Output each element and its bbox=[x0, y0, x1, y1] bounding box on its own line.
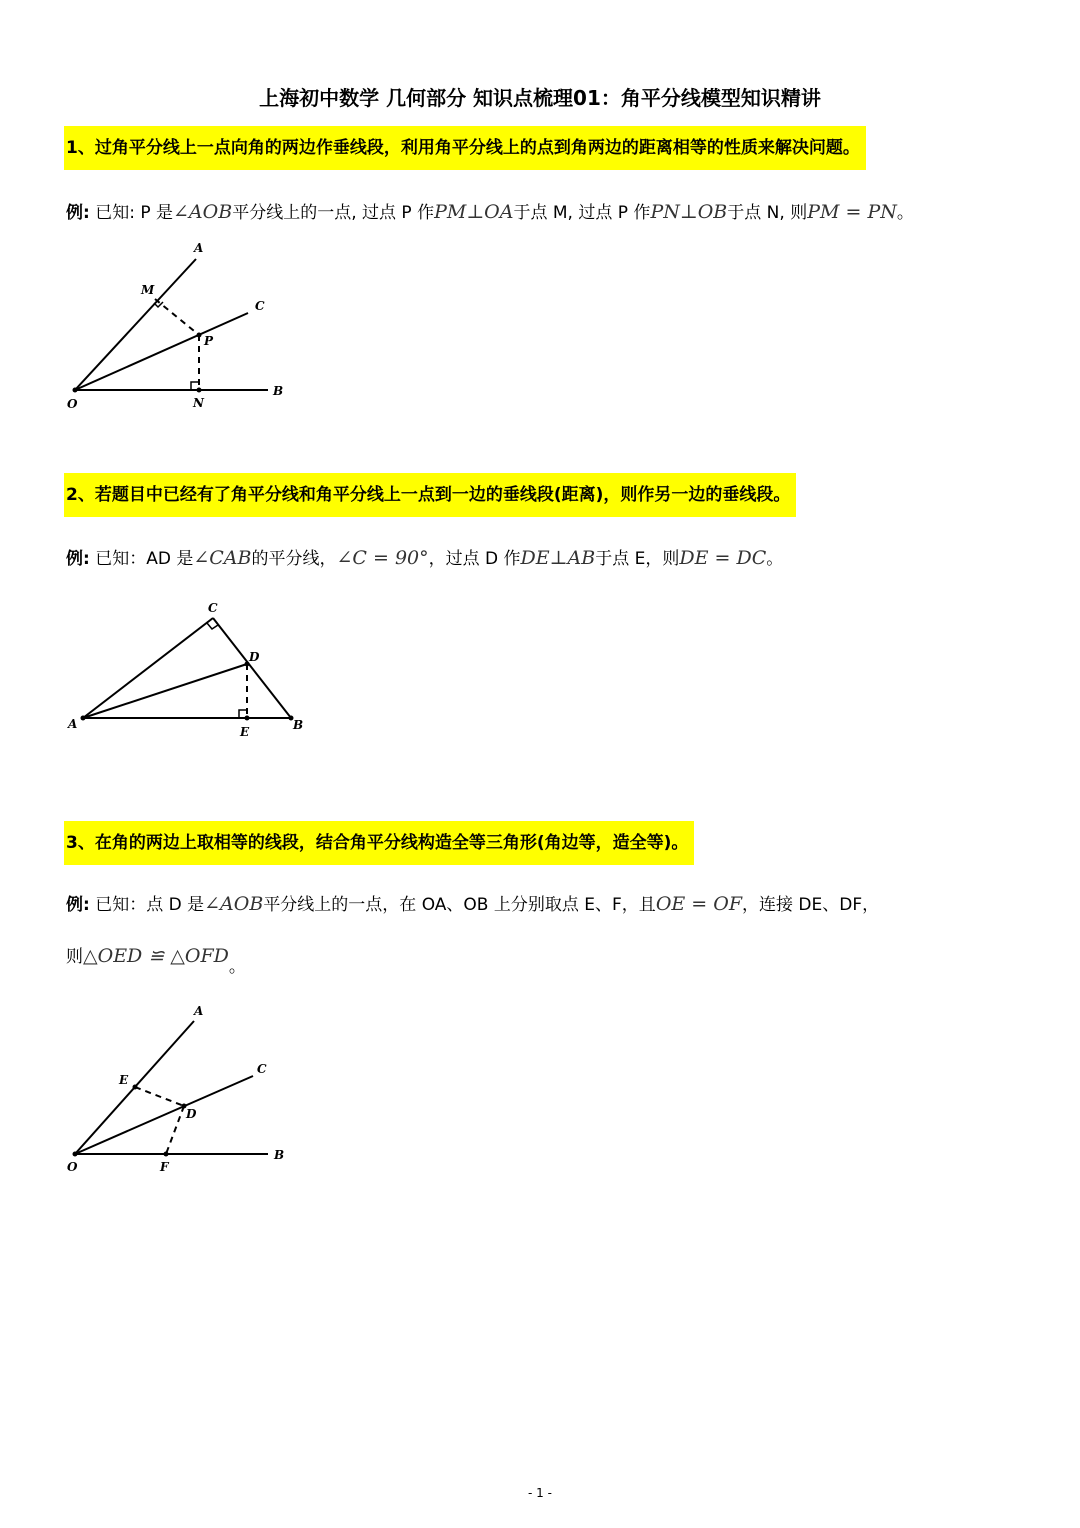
page-number: - 1 - bbox=[528, 1486, 552, 1500]
label-m: M bbox=[141, 283, 155, 297]
label-a: A bbox=[194, 241, 204, 255]
label-c: C bbox=[255, 299, 265, 313]
label-a: A bbox=[68, 717, 78, 731]
page-title: 上海初中数学 几何部分 知识点梳理01：角平分线模型知识精讲 bbox=[259, 86, 821, 110]
example-text: 已知：点 D 是 bbox=[95, 895, 205, 915]
ray-oc bbox=[75, 1076, 253, 1154]
math-expression: ∠C = 90° bbox=[336, 547, 429, 569]
point-f bbox=[164, 1152, 169, 1157]
example-text: 于点 M, 过点 P 作 bbox=[513, 203, 651, 223]
point-o bbox=[73, 1152, 78, 1157]
example-label: 例: bbox=[66, 203, 90, 223]
label-e: E bbox=[119, 1073, 129, 1087]
example-text: 平分线上的一点, 过点 P 作 bbox=[232, 203, 435, 223]
label-b: B bbox=[274, 1148, 285, 1162]
segment-ed bbox=[135, 1087, 184, 1106]
section-1-heading: 1、过角平分线上一点向角的两边作垂线段，利用角平分线上的点到角两边的距离相等的性质来解决问题。 bbox=[64, 126, 866, 170]
point-e bbox=[133, 1085, 138, 1090]
math-expression: ∠AOB bbox=[204, 893, 264, 915]
math-expression: DE = DC bbox=[679, 547, 767, 569]
example-text: 。 bbox=[896, 203, 914, 223]
math-expression: △OED ≌ △OFD bbox=[83, 945, 229, 967]
example-text: 于点 N, 则 bbox=[727, 203, 808, 223]
math-expression: PN⊥OB bbox=[650, 201, 728, 223]
label-d: D bbox=[186, 1107, 197, 1121]
example-label: 例: bbox=[66, 895, 90, 915]
example-label: 例: bbox=[66, 549, 90, 569]
math-expression: PM⊥OA bbox=[434, 201, 514, 223]
math-expression: ∠AOB bbox=[173, 201, 233, 223]
example-text: 。 bbox=[228, 957, 246, 977]
example-text: 平分线上的一点，在 OA、OB 上分别取点 E、F，且 bbox=[263, 895, 656, 915]
example-text: 。 bbox=[766, 549, 784, 569]
label-o: O bbox=[67, 397, 78, 411]
label-c: C bbox=[257, 1062, 267, 1076]
math-expression: PM = PN bbox=[807, 201, 897, 223]
label-b: B bbox=[293, 718, 304, 732]
example-text: ，连接 DE、DF， bbox=[742, 895, 880, 915]
section-2-heading: 2、若题目中已经有了角平分线和角平分线上一点到一边的垂线段(距离)，则作另一边的垂线段。 bbox=[64, 473, 796, 517]
math-expression: DE⊥AB bbox=[520, 547, 596, 569]
math-expression: OE = OF bbox=[655, 893, 743, 915]
label-d: D bbox=[249, 650, 260, 664]
section-3-heading: 3、在角的两边上取相等的线段，结合角平分线构造全等三角形(角边等，造全等)。 bbox=[64, 821, 694, 865]
label-n: N bbox=[193, 396, 204, 410]
label-e: E bbox=[240, 725, 250, 739]
math-expression: ∠CAB bbox=[193, 547, 252, 569]
label-c: C bbox=[208, 601, 218, 615]
example-text: 则 bbox=[66, 947, 83, 967]
label-f: F bbox=[160, 1160, 169, 1174]
example-text: 于点 E，则 bbox=[595, 549, 680, 569]
label-p: P bbox=[204, 334, 214, 348]
example-text: 已知：AD 是 bbox=[95, 549, 194, 569]
label-o: O bbox=[67, 1160, 78, 1174]
example-text: 的平分线， bbox=[251, 549, 337, 569]
example-text: ，过点 D 作 bbox=[428, 549, 521, 569]
label-a: A bbox=[194, 1004, 204, 1018]
example-text: 已知: P 是 bbox=[95, 203, 174, 223]
label-b: B bbox=[273, 384, 284, 398]
